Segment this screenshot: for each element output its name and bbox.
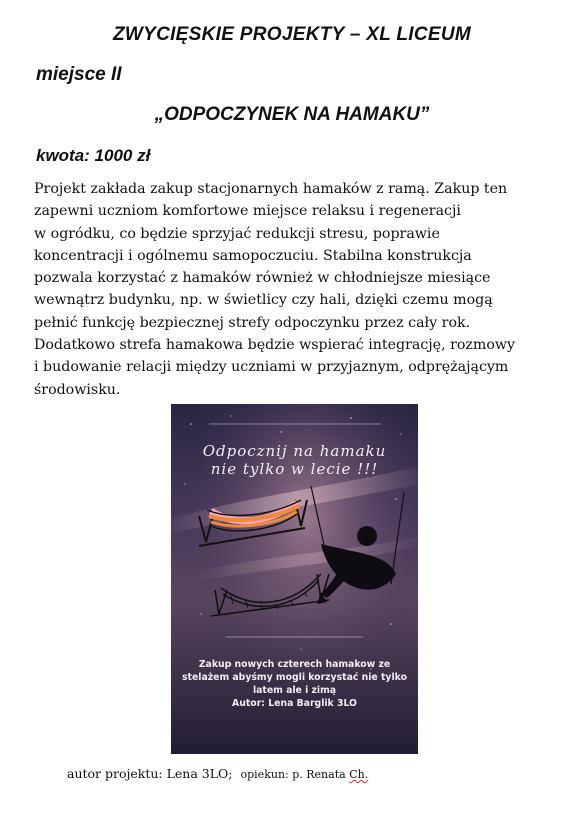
place-label: miejsce II: [36, 64, 122, 85]
description-line: pełnić funkcję bezpiecznej strefy odpoczynku przez cały rok.: [34, 314, 471, 331]
amount-label: kwota: 1000 zł: [36, 146, 151, 165]
poster-headline: nie tylko w lecie !!!: [210, 460, 379, 478]
project-description: [34, 178, 554, 401]
project-name: „ODPOCZYNEK NA HAMAKU”: [154, 104, 430, 125]
poster-headline: Odpocznij na hamaku: [202, 442, 387, 460]
footer: [67, 766, 368, 781]
poster-caption: Zakup nowych czterech hamakow ze: [198, 659, 391, 670]
description-line: pozwala korzystać z hamaków również w chłodniejsze miesiące: [34, 270, 491, 287]
description-line: w ogródku, co będzie sprzyjać redukcji stresu, poprawie: [34, 225, 440, 242]
hammock-poster: [171, 404, 418, 754]
description-line: Dodatkowo strefa hamakowa będzie wspierać integrację, rozmowy: [34, 337, 516, 354]
description-line: zapewni uczniom komfortowe miejsce relaksu i regeneracji: [34, 203, 461, 220]
supervisor-label: [241, 768, 369, 781]
description-line: koncentracji i ogólnemu samopoczuciu. Stabilna konstrukcja: [34, 247, 472, 264]
supervisor-prefix: opiekun: p. Renata: [240, 768, 350, 781]
poster-author: Autor: Lena Barglik 3LO: [232, 698, 357, 709]
project-author: autor projektu: Lena 3LO;: [67, 766, 233, 781]
description-line: wewnątrz budynku, np. w świetlicy czy hali, dzięki czemu mogą: [34, 292, 493, 309]
description-line: i budowanie relacji między uczniami w przyjaznym, odprężającym: [34, 359, 509, 376]
poster-caption: latem ale i zimą: [252, 685, 337, 696]
poster-caption: stelażem abyśmy mogli korzystać nie tylko: [182, 672, 407, 683]
supervisor-initial: Ch.: [349, 768, 369, 781]
description-line: środowisku.: [34, 381, 121, 398]
description-line: Projekt zakłada zakup stacjonarnych hamaków z ramą. Zakup ten: [34, 181, 508, 197]
page-title: ZWYCIĘSKIE PROJEKTY – XL LICEUM: [112, 24, 472, 45]
